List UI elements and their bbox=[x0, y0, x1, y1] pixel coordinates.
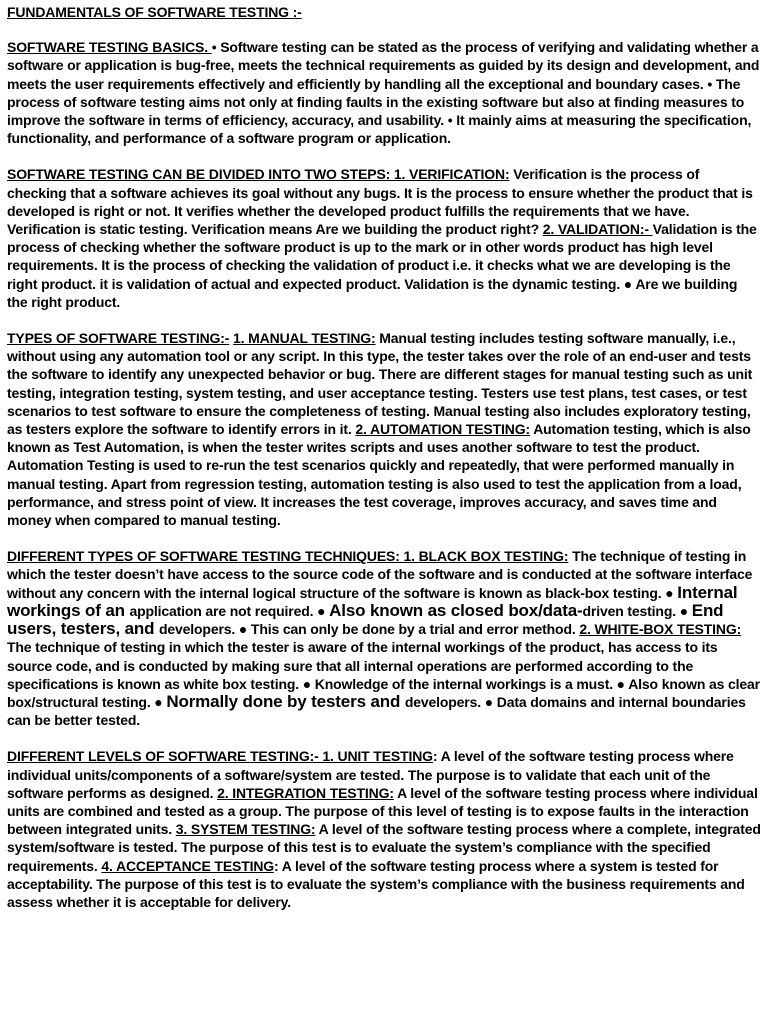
unit-text: : A level of the software testing process where individual units/components of a software/system are tested. The purpose is to validate that each unit of the software performs as designed. bbox=[7, 748, 734, 801]
bb-text-4: developers. ● This can only be done by a trial and error method. bbox=[158, 621, 580, 638]
basics-text: • Software testing can be stated as the process of verifying and validating whether a software or application is bug-free, meets the technical requirements as guided by its design and development, and meets the user requirements effectively and efficiently by handling all the exceptional and boundary cases. • The process of software testing aims not only at finding faults in the existing software but also at finding measures to improve the software in terms of efficiency, accuracy, and usability. • It mainly aims at measuring the specification, functionality, and performance of a software program or application. bbox=[7, 39, 760, 147]
system-label: 3. SYSTEM TESTING: bbox=[175, 821, 316, 838]
acceptance-text: : A level of the software testing process where a system is tested for acceptability. The purpose of this test is to evaluate the system’s compliance with the business requirements and assess whether it is acceptable for delivery. bbox=[7, 857, 745, 910]
bb-text-1: The technique of testing in which the tester doesn’t have access to the source code of the software and is conducted at the software interface without any concern with the internal logical structure of the software is known as black-box testing. ● bbox=[7, 548, 753, 601]
validation-text: Validation is the process of checking whether the software product is up to the mark or in other words product has high level requirements. It is the process of checking the validation of product i.e. it checks what we are developing is the right product. it is validation of actual and expected product. Validation is the dynamic testing. ● Are we building the right product. bbox=[7, 221, 757, 310]
verification-text: Verification is the process of checking that a software achieves its goal without any bugs. It is the process to ensure whether the product that is developed is right or not. It verifies whether the developed product fulfills the requirements that we have. Verification is static testing. Verification means Are we building the product right? bbox=[7, 166, 753, 238]
manual-label: 1. MANUAL TESTING: bbox=[233, 330, 376, 347]
wb-text-1: The technique of testing in which the tester is aware of the internal workings of the product, has access to its source code, and is conducted by making sure that all internal operations are performed according to the specifications is known as white box testing. ● Knowledge of the internal workings is a must. ● Also known as clear box/structural testing. ● bbox=[7, 639, 760, 710]
section-types bbox=[7, 329, 761, 529]
section-steps bbox=[7, 165, 761, 311]
integration-text: A level of the software testing process where individual units are combined and tested as a group. The purpose of this level of testing is to expose faults in the interaction between integrated units. bbox=[7, 784, 758, 838]
bb-big-3: End users, testers, and bbox=[7, 600, 724, 639]
document-title: FUNDAMENTALS OF SOFTWARE TESTING :- bbox=[7, 4, 302, 20]
validation-label: 2. VALIDATION:- bbox=[542, 221, 653, 238]
acceptance-label: 4. ACCEPTANCE TESTING bbox=[101, 857, 275, 874]
bb-big-2: Also known as closed box/data- bbox=[329, 600, 583, 620]
manual-text: Manual testing includes testing software manually, i.e., without using any automation tool or any script. In this type, the tester takes over the role of an end-user and tests the software to identify any unexpected behavior or bug. There are different stages for manual testing such as unit testing, integration testing, system testing, and user acceptance testing. Testers use test plans, test cases, or test scenarios to test software to ensure the completeness of testing. Manual testing also includes exploratory testing, as testers explore the software to identify errors in it. bbox=[7, 330, 753, 438]
steps-heading: SOFTWARE TESTING CAN BE DIVIDED INTO TWO STEPS: 1 bbox=[7, 166, 402, 183]
wb-big-1: Normally done by testers and bbox=[166, 691, 405, 711]
levels-heading: DIFFERENT LEVELS OF SOFTWARE TESTING:- 1. UNIT TESTING bbox=[7, 748, 433, 765]
integration-label: 2. INTEGRATION TESTING: bbox=[217, 784, 394, 801]
basics-heading: SOFTWARE TESTING BASICS. bbox=[7, 39, 212, 56]
verification-label: . VERIFICATION: bbox=[401, 166, 510, 183]
section-levels bbox=[7, 747, 761, 911]
section-basics bbox=[7, 38, 761, 147]
wb-text-2: developers. ● Data domains and internal boundaries can be better tested. bbox=[7, 693, 746, 729]
system-text: A level of the software testing process where a complete, integrated system/software is tested. The purpose of this test is to evaluate the system’s compliance with the specified requirements. bbox=[7, 821, 761, 874]
automation-text: Automation testing, which is also known as Test Automation, is when the tester writes scripts and uses another software to test the product. Automation Testing is used to re-run the test scenarios quickly and repeatedly, that were performed manually in manual testing. Apart from regression testing, automation testing is also used to test the application from a load, performance, and stress point of view. It increases the test coverage, improves accuracy, and saves time and money when compared to manual testing. bbox=[7, 421, 751, 529]
section-techniques bbox=[7, 547, 761, 729]
bb-big-1: Internal workings of an bbox=[7, 582, 738, 620]
bb-text-2: application are not required. ● bbox=[129, 602, 330, 619]
techniques-heading: DIFFERENT TYPES OF SOFTWARE TESTING TECHNIQUES: 1. BLACK BOX TESTING: bbox=[7, 548, 569, 565]
bb-text-3: driven testing. ● bbox=[582, 602, 692, 619]
wb-label: 2. WHITE-BOX TESTING: bbox=[579, 621, 742, 638]
types-heading: TYPES OF SOFTWARE TESTING:- bbox=[7, 330, 230, 347]
automation-label: 2. AUTOMATION TESTING: bbox=[355, 421, 530, 438]
